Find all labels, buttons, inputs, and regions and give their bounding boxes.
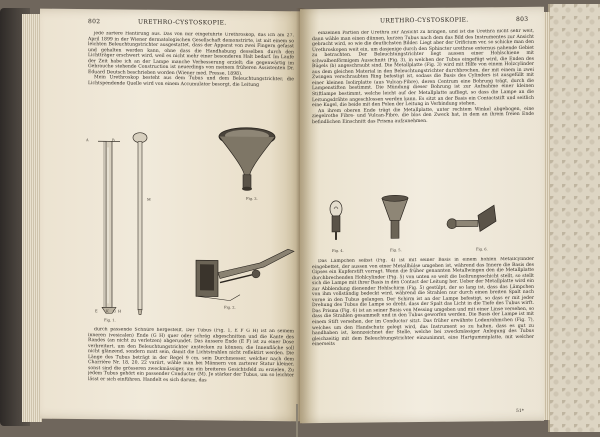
fig-letter-a: A <box>86 138 89 143</box>
left-paragraph-second: Mein Urethroskop besteht aus dem Tubus und dem Beleuchtungstrichter, die Lichtspendende Quelle wird von einem Accumulator besorgt, die Leitung <box>88 75 294 88</box>
fig-letter-b: B <box>112 138 115 143</box>
fig-letter-h: H <box>118 309 122 314</box>
bookmark-ribbon <box>296 404 298 437</box>
fig-caption-5: Fig. 5. <box>390 248 402 253</box>
right-text-bottom <box>312 257 534 409</box>
right-paragraph-bottom: Das Lämpchen selbst (Fig. 4) ist mit seiner Basis in einem hohlen Metallcylinder eingebettet, der aussen von einer Metallhülse umgeben ist, während das Innere die Basis des Gipses ein Kupferstift vorragt. Wenn die früher genannten Metallwingen den die Metallplatte durchbrechenden Hohlcylinder (Fig. 5) von unten so weit die Isolirungsschicht stellt, so stellt sich die Lampe mit ihrer Basis in den Contact der Leitung her. Ueber der Metallplatte wird ein zur Abblendung dienender Hohlschirm (Fig. 5) gestülpt, der so lang ist, dass das Lämpchen von ihm vollständig bedeckt wird, während die Strahlen nur durch einen breiten Spalt nach vorne in den Tubus gelangen. Der Schirm ist an der Lampe befestigt, so dass er mit jeder Drehung des Tubus die Lampe so dreht, dass der Spalt das Licht in die Tiefe des Tubus wirft. Das Prisma (Fig. 6) ist an seiner Basis von Messing umgeben und mit einer Linse versehen, so dass die Strahlen gesammelt und in den Tubus geworfen werden. Die Basis der Lampe ist mit einem Stift versehen, der im Conductor sitzt. Das früher erwähnte Lodenrahmchen (Fig. 7), welches um den Handschutz gelegt wird, das Instrument so zu halten, dass es gut zu handhaben ist, kennzeichnet der Stelle, welche bei zweckmässiger Anlegung des Tubus gleichzeitig mit dem Beleuchtungstrichter einzunimmt, eine Hartgummiplatte, mit welcher einerseits <box>312 256 534 348</box>
right-text-top <box>312 29 534 191</box>
fig-caption-6: Fig. 6. <box>476 247 488 252</box>
right-running-head: URETHRO-CYSTOSKOPIE. <box>380 16 469 25</box>
fig-caption-4: Fig. 4. <box>332 248 344 253</box>
figure-6-prism <box>440 201 500 242</box>
figure-4-lamp <box>326 199 346 243</box>
page-edges-left <box>22 14 42 422</box>
fig-letter-g: G <box>113 309 116 314</box>
left-page <box>40 9 302 422</box>
signature-mark: 51* <box>516 408 524 415</box>
marbled-endpaper <box>548 4 600 432</box>
fig-caption-1: Fig. 1. <box>104 318 116 323</box>
right-page-number: 803 <box>516 15 529 24</box>
figure-funnel <box>216 126 278 197</box>
fig-letter-k: K <box>106 309 109 314</box>
fig-caption-2: Fig. 2. <box>224 305 236 310</box>
figure-5-shade <box>380 194 410 244</box>
right-paragraph-mid: An ihrem oberen Ende trägt die Metallplatte, unter rechtem Winkel abgebogen, eine ziegelrothe Fibre- und Vulcan-Fibre, die blos den Zweck hat, in dem an ihrem freien Ende befindlichen Einschnitt das Prisma aufzunehmen. <box>312 106 534 125</box>
right-paragraph-top: einzelnen Partien der Urethra zur Ansicht zu bringen, und ist die Urethra nicht sehr weit, dann wähle man einen dünnen, kurzen Tubus nach dem das Bild des Instrumentes zur Ansicht gebracht wird, so wie die deutlichsten Bilder. Liegt aber der Orificium vor, so schicke man den Urethroskopen weit ein, um dasjenige durch den Sphincter urethrae externus nahende Gebiet zu betrachten. Der Beleuchtungstrichter liegt aussen einer Hohlschiene mit schwalbenförmigem Ausschnitt (Fig. 3), in welchen der Tubus eingefügt wird, die Enden des Bügels (b) angeschraubt sind. Die Metallplatte (Fig. 3) wird mit Hilfe von einem Holzcylinder aus dem gleichen Material in den Beleuchtungstrichter durchbrochen, der mit einem in zwei Zwingen verschraubten Ring befestigt ist, sodass die Basis des Cylinders ist ausgefüllt mit einer kleinen Isolirplatte (aus Vulcan-Fibre), deren Centrum eine Bohrung trägt, durch die Lampenstiften bestimmt. Die Mündung dieser Bohrung ist zur Aufnahme einer kleinen Stiftlampe bestimmt, welche leicht auf der Metallplatte aufliegt, so dass die Lampe an die Leitungsdrähte angeschlossen werden kann. Es sitzt an der Basis ein Contactstift und seitlich eine Kugel, die beide mit den Polen der Leitung in Verbindung stehen. <box>312 28 534 109</box>
left-page-number: 802 <box>88 18 101 26</box>
figure-2-holder <box>190 242 300 305</box>
figure-1-tubes <box>92 127 162 318</box>
left-paragraph-top: jede zartere Hantirung aus. Das von mir eingeführte Urethroskop, das ich am 27. April 1899 in der Wiener dermatologischen Gesellschaft demonstrirte, ist mit einem so leichten Beleuchtungstrichter ausgestattet, dass der Apparat von zwei Fingern gefasst und gehalten werden kann, ohne dass die Handhabung desselben durch den Lichtträger erschwert wird, weil es nicht mehr einer besonderen Halt bedarf. Im Laufe der Zeit habe ich an der Lampe manche Verbesserung erzielt; die gegenwärtig im Gebrauche stehende Construction ist neuerdings von meinem früheren Assistenten Dr. Eduard Deutsch beschrieben worden (Wiener med. Presse, 1898). <box>88 31 294 77</box>
left-running-head: URETHRO-CYSTOSKOPIE. <box>138 18 227 27</box>
right-page <box>300 7 544 424</box>
fig-letter-e: E <box>95 309 98 314</box>
fig-letter-m: M <box>147 197 151 202</box>
fig-caption-3: Fig. 3. <box>246 196 258 201</box>
left-text-top <box>88 31 294 121</box>
left-paragraph-bottom: durch passende Schnüre hergestellt. Der Tubus (Fig. 1, E F G H) ist an seinem inneren (vesicalen) Ende (G H) quer oder schräg abgeschnitten und die Kante des Randes (an nicht zu verletzen) abgerundet. Das äussere Ende (E F) ist zu einer Dose verbreitert, um den Beleuchtungstrichter anstecken zu können; die Innenfläche soll nicht glänzend, sondern matt sein, damit die Lichtstrahlen nicht reflektirt werden. Die Länge des Tubus beträgt in der Regel 9 cm, sein Durchmesser, welcher nach dem Charrière Nr. 18, 20, 22 variirt, wähle man bei Männern von zarterer Statur kleiner, sonst sind die grösseren zweckmässiger, um ein breiteres Gesichtsfeld zu erzielen. Zu jedem Tubus gehört ein passender Conductor (M). Je stärker der Tubus, um so leichter lässt er sich einführen. Handelt es sich darum, das <box>88 327 294 384</box>
left-text-bottom <box>88 327 294 415</box>
